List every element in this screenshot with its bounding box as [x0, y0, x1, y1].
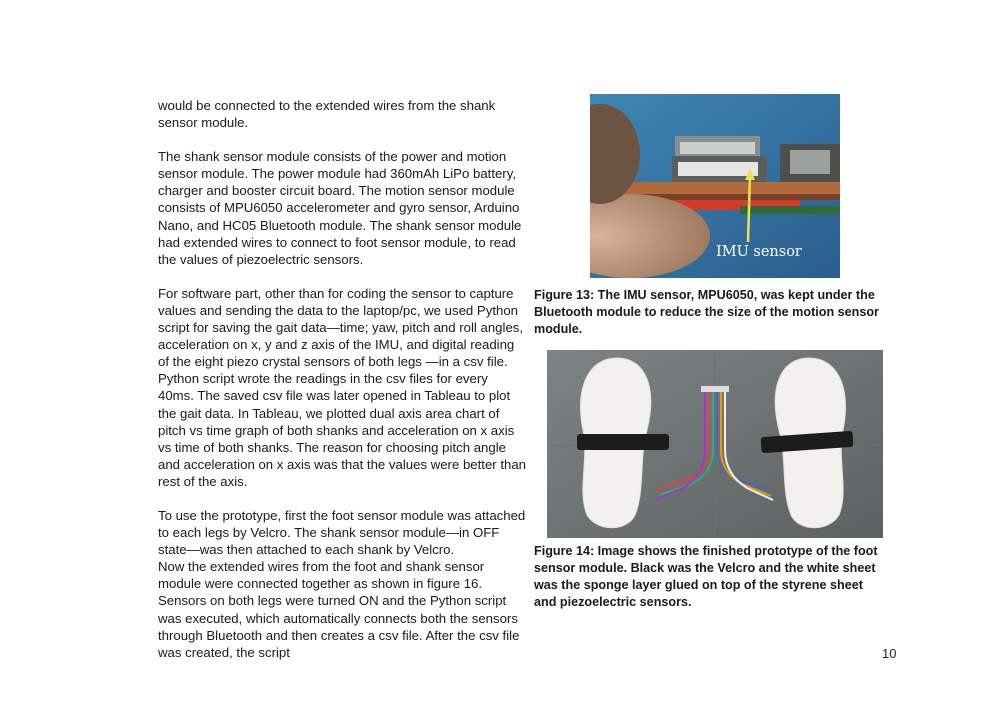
figure-14-prototype-photo [547, 350, 883, 538]
paragraph-5: Now the extended wires from the foot and shank sensor module were connected together as shown in figure 16. Sensors on both legs were turned ON and the Python script was executed, which automatically connects both the sensors through Bluetooth and then creates a csv file. After the csv file was created, the script [158, 559, 520, 660]
paragraph-4: To use the prototype, first the foot sensor module was attached to each legs by Velcro. The shank sensor module—in OFF state—was then attached to each shank by Velcro. [158, 507, 526, 558]
page-number: 10 [882, 646, 897, 661]
paragraph-1: would be connected to the extended wires from the shank sensor module. [158, 98, 496, 131]
body-text-column [158, 97, 526, 661]
figure-13-caption: Figure 13: The IMU sensor, MPU6050, was kept under the Bluetooth module to reduce the size of the motion sensor module. [534, 288, 879, 337]
paragraph-3: For software part, other than for coding the sensor to capture values and sending the data to the laptop/pc, we used Python script for saving the gait data—time; yaw, pitch and roll angles, acceleration on x, y and z axis of the IMU, and digital reading of the eight piezo crystal sensors of both legs —in a csv file. Python script wrote the readings in the csv files for every 40ms. The saved csv file was later opened in Tableau to plot the gait data. In Tableau, we plotted dual axis area chart of pitch vs time graph of both shanks and acceleration on x axis vs time of both shanks. The reason for choosing pitch angle and acceleration on x axis was that the values were better than rest of the axis. [158, 285, 527, 489]
figure-13-imu-photo [590, 94, 840, 278]
imu-sensor-label: IMU sensor [716, 244, 802, 260]
figure-14-caption: Figure 14: Image shows the finished prototype of the foot sensor module. Black was the Velcro and the white sheet was the sponge layer glued on top of the styrene sheet and piezoelectric sensors. [534, 544, 878, 610]
paragraph-2: The shank sensor module consists of the power and motion sensor module. The power module had 360mAh LiPo battery, charger and booster circuit board. The motion sensor module consists of MPU6050 accelerometer and gyro sensor, Arduino Nano, and HC05 Bluetooth module. The shank sensor module had extended wires to connect to foot sensor module, to read the values of piezoelectric sensors. [158, 149, 522, 267]
